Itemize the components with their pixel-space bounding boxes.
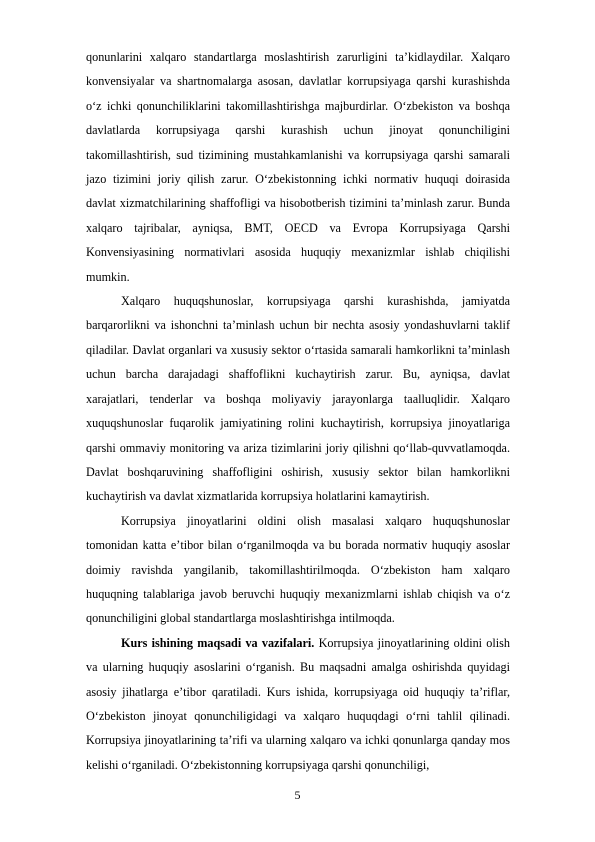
paragraph-4-text: Korrupsiya jinoyatlarining oldini olish va ularning huquqiy asoslarini oʻrganish. Bu maqsadni amalga oshirishda quyidagi asosiy jihatlarga eʼtibor qaratiladi. Kurs ishida, korrupsiyaga oid huquqiy taʼriflar, Oʻzbekiston jinoyat qonunchiligidagi va xalqaro huquqdagi oʻrni tahlil qilinadi. Korrupsiya jinoyatlarining taʼrifi va ularning xalqaro va ichki qonunlarga qanday mos kelishi oʻrganiladi. Oʻzbekistonning korrupsiyaga qarshi qonunchiligi, xyxy=(86,635,510,772)
paragraph-1: qonunlarini xalqaro standartlarga moslashtirish zarurligini taʼkidlaydilar. Xalqaro konvensiyalar va shartnomalarga asosan, davlatlar korrupsiyaga qarshi kurashishda oʻz ichki qonunchiliklarini takomillashtirishga majburdirlar. Oʻzbekiston va boshqa davlatlarda korrupsiyaga qarshi kurashish uchun jinoyat qonunchiligini takomillashtirish, sud tizimining mustahkamlanishi va korrupsiyaga qarshi samarali jazo tizimini joriy qilish zarur. Oʻzbekistonning ichki normativ huquqi doirasida davlat xizmatchilarining shaffofligi va hisobotberish tizimini taʼminlash zarur. Bunda xalqaro tajribalar, ayniqsa, BMT, OECD va Evropa Korrupsiyaga Qarshi Konvensiyasining normativlari asosida huquqiy mexanizmlar ishlab chiqilishi mumkin. xyxy=(86,50,510,284)
document-body xyxy=(86,45,510,777)
paragraph-4 xyxy=(86,631,510,777)
page-number: 5 xyxy=(294,788,301,802)
section-heading: Kurs ishining maqsadi va vazifalari. xyxy=(121,635,315,650)
paragraph-3: Korrupsiya jinoyatlarini oldini olish masalasi xalqaro huquqshunoslar tomonidan katta eʼtibor bilan oʻrganilmoqda va bu borada normativ huquqiy asoslar doimiy ravishda yangilanib, takomillashtirilmoqda. Oʻzbekiston ham xalqaro huquqning talablariga javob beruvchi huquqiy mexanizmlarni ishlab chiqish va oʻz qonunchiligini global standartlarga moslashtirishga intilmoqda. xyxy=(86,513,510,626)
paragraph-2: Xalqaro huquqshunoslar, korrupsiyaga qarshi kurashishda, jamiyatda barqarorlikni va ishonchni taʼminlash uchun bir nechta asosiy yondashuvlarni taklif qiladilar. Davlat organlari va xususiy sektor oʻrtasida samarali hamkorlikni taʼminlash uchun barcha darajadagi shaffoflikni kuchaytirish zarur. Bu, ayniqsa, davlat xarajatlari, tenderlar va boshqa moliyaviy jarayonlarga taalluqlidir. Xalqaro xuquqshunoslar fuqarolik jamiyatining rolini kuchaytirish, korrupsiya jinoyatlariga qarshi ommaviy monitoring va ariza tizimlarini joriy qilishni qoʻllab-quvvatlamoqda. Davlat boshqaruvining shaffofligini oshirish, xususiy sektor bilan hamkorlikni kuchaytirish va davlat xizmatlarida korrupsiya holatlarini kamaytirish. xyxy=(86,294,510,504)
